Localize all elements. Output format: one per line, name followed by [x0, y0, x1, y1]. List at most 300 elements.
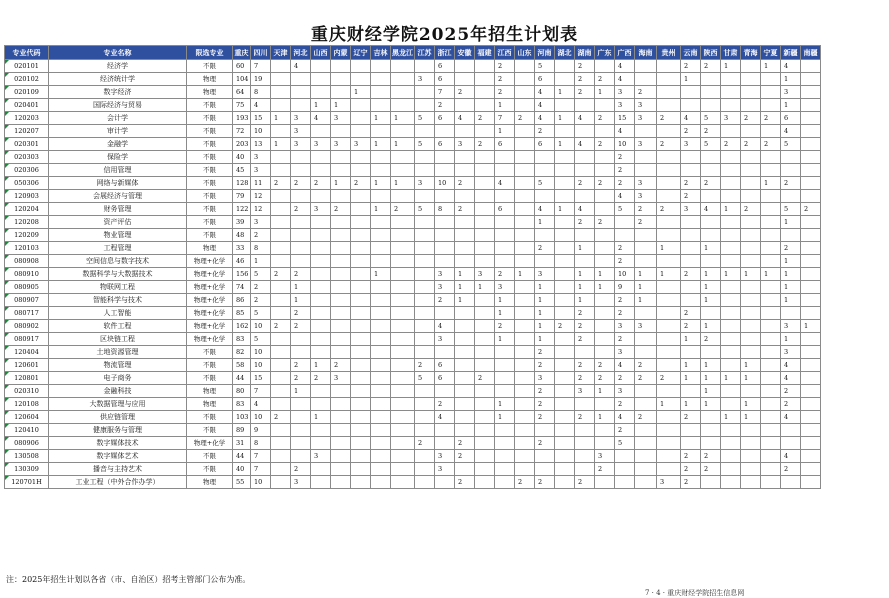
quota-cell: [331, 346, 351, 359]
quota-cell: [761, 86, 781, 99]
quota-cell: 3: [455, 138, 475, 151]
quota-cell: [415, 164, 435, 177]
quota-cell: 3: [331, 138, 351, 151]
quota-cell: [291, 229, 311, 242]
quota-cell: [515, 359, 535, 372]
quota-cell: 86: [233, 294, 251, 307]
quota-cell: 3: [291, 125, 311, 138]
major-name-cell: 人工智能: [49, 307, 187, 320]
quota-cell: [761, 476, 781, 489]
quota-cell: 6: [495, 203, 515, 216]
quota-cell: [701, 151, 721, 164]
quota-cell: [515, 437, 535, 450]
quota-cell: [415, 411, 435, 424]
quota-cell: [435, 242, 455, 255]
quota-cell: [455, 229, 475, 242]
quota-cell: [475, 437, 495, 450]
major-name-cell: 大数据管理与应用: [49, 398, 187, 411]
quota-cell: [595, 346, 615, 359]
quota-cell: [455, 385, 475, 398]
quota-cell: [595, 125, 615, 138]
quota-cell: 1: [781, 268, 801, 281]
quota-cell: [657, 255, 681, 268]
quota-cell: [801, 216, 821, 229]
major-code-cell: 050306: [5, 177, 49, 190]
quota-cell: 2: [435, 99, 455, 112]
quota-cell: 2: [535, 125, 555, 138]
subject-requirement-cell: 不限: [187, 216, 233, 229]
quota-cell: [271, 281, 291, 294]
quota-cell: 2: [475, 372, 495, 385]
major-code-cell: 020102: [5, 73, 49, 86]
quota-cell: [435, 164, 455, 177]
quota-cell: 1: [495, 125, 515, 138]
quota-cell: [371, 411, 391, 424]
quota-cell: [741, 346, 761, 359]
quota-cell: [515, 177, 535, 190]
quota-cell: 1: [595, 86, 615, 99]
quota-cell: 2: [271, 177, 291, 190]
quota-cell: [595, 60, 615, 73]
quota-cell: 2: [595, 463, 615, 476]
quota-cell: [595, 424, 615, 437]
quota-cell: [721, 424, 741, 437]
major-name-cell: 信用管理: [49, 164, 187, 177]
table-row: [5, 320, 821, 333]
quota-cell: [331, 86, 351, 99]
quota-cell: [415, 463, 435, 476]
quota-cell: 2: [291, 463, 311, 476]
quota-cell: [781, 151, 801, 164]
quota-cell: [371, 125, 391, 138]
quota-cell: 46: [233, 255, 251, 268]
quota-cell: 6: [435, 359, 455, 372]
quota-cell: [515, 463, 535, 476]
quota-cell: 80: [233, 385, 251, 398]
quota-cell: [331, 385, 351, 398]
major-name-cell: 软件工程: [49, 320, 187, 333]
subject-requirement-cell: 物理: [187, 73, 233, 86]
quota-cell: 10: [251, 346, 271, 359]
column-header: 河北: [291, 46, 311, 60]
quota-cell: [495, 190, 515, 203]
quota-cell: [475, 346, 495, 359]
quota-cell: [455, 424, 475, 437]
quota-cell: 1: [391, 112, 415, 125]
subject-requirement-cell: 不限: [187, 203, 233, 216]
quota-cell: [311, 294, 331, 307]
quota-cell: [681, 86, 701, 99]
quota-cell: 2: [657, 203, 681, 216]
quota-cell: 5: [535, 177, 555, 190]
quota-cell: [515, 242, 535, 255]
quota-cell: [657, 125, 681, 138]
column-header: 山东: [515, 46, 535, 60]
quota-cell: 1: [291, 294, 311, 307]
column-header: 福建: [475, 46, 495, 60]
quota-cell: [311, 125, 331, 138]
quota-cell: 1: [761, 268, 781, 281]
quota-cell: [391, 320, 415, 333]
quota-cell: 55: [233, 476, 251, 489]
quota-cell: [391, 398, 415, 411]
quota-cell: [515, 125, 535, 138]
table-row: [5, 437, 821, 450]
quota-cell: 2: [615, 398, 635, 411]
quota-cell: [701, 190, 721, 203]
quota-cell: [271, 86, 291, 99]
quota-cell: [311, 229, 331, 242]
quota-cell: [741, 437, 761, 450]
quota-cell: 1: [721, 268, 741, 281]
quota-cell: [475, 476, 495, 489]
quota-cell: [435, 229, 455, 242]
quota-cell: [435, 385, 455, 398]
quota-cell: [635, 242, 657, 255]
major-code-cell: 120801: [5, 372, 49, 385]
quota-cell: 4: [701, 203, 721, 216]
quota-cell: [635, 437, 657, 450]
quota-cell: 2: [535, 398, 555, 411]
quota-cell: 5: [251, 307, 271, 320]
quota-cell: [391, 255, 415, 268]
column-header: 甘肃: [721, 46, 741, 60]
quota-cell: 4: [615, 60, 635, 73]
major-code-cell: 130508: [5, 450, 49, 463]
quota-cell: 5: [615, 437, 635, 450]
major-code-cell: 120108: [5, 398, 49, 411]
quota-cell: [635, 398, 657, 411]
quota-cell: 1: [455, 268, 475, 281]
quota-cell: [681, 242, 701, 255]
quota-cell: [595, 307, 615, 320]
quota-cell: [435, 307, 455, 320]
quota-cell: [271, 424, 291, 437]
quota-cell: [371, 281, 391, 294]
quota-cell: [415, 398, 435, 411]
quota-cell: [555, 333, 575, 346]
quota-cell: [371, 86, 391, 99]
quota-cell: 1: [535, 333, 555, 346]
quota-cell: [311, 242, 331, 255]
quota-cell: [371, 372, 391, 385]
quota-cell: [555, 450, 575, 463]
quota-cell: [721, 99, 741, 112]
quota-cell: [391, 450, 415, 463]
table-row: [5, 385, 821, 398]
quota-cell: [741, 190, 761, 203]
column-header: 南疆: [801, 46, 821, 60]
quota-cell: [331, 320, 351, 333]
quota-cell: [435, 255, 455, 268]
quota-cell: [701, 307, 721, 320]
quota-cell: [761, 333, 781, 346]
quota-cell: [721, 463, 741, 476]
quota-cell: [371, 216, 391, 229]
quota-cell: 1: [555, 203, 575, 216]
quota-cell: [435, 424, 455, 437]
quota-cell: [635, 424, 657, 437]
quota-cell: 39: [233, 216, 251, 229]
quota-cell: 40: [233, 463, 251, 476]
quota-cell: [455, 190, 475, 203]
quota-cell: [781, 229, 801, 242]
quota-cell: [455, 372, 475, 385]
quota-cell: [801, 190, 821, 203]
quota-cell: [351, 73, 371, 86]
quota-cell: 1: [701, 294, 721, 307]
quota-cell: 1: [271, 112, 291, 125]
major-code-cell: 020306: [5, 164, 49, 177]
quota-cell: [371, 333, 391, 346]
column-header: 山西: [311, 46, 331, 60]
quota-cell: 2: [615, 424, 635, 437]
quota-cell: 104: [233, 73, 251, 86]
quota-cell: [331, 216, 351, 229]
quota-cell: [657, 385, 681, 398]
quota-cell: [741, 476, 761, 489]
quota-cell: [515, 307, 535, 320]
quota-cell: [575, 151, 595, 164]
quota-cell: [351, 281, 371, 294]
quota-cell: 1: [721, 203, 741, 216]
column-header: 陕西: [701, 46, 721, 60]
quota-cell: [555, 229, 575, 242]
quota-cell: [635, 450, 657, 463]
quota-cell: [515, 424, 535, 437]
quota-cell: 3: [595, 450, 615, 463]
quota-cell: [741, 86, 761, 99]
quota-cell: [657, 177, 681, 190]
quota-cell: [761, 372, 781, 385]
quota-cell: 64: [233, 86, 251, 99]
quota-cell: 2: [615, 255, 635, 268]
quota-cell: [331, 411, 351, 424]
quota-cell: [391, 307, 415, 320]
quota-cell: [271, 164, 291, 177]
quota-cell: [351, 463, 371, 476]
quota-cell: 2: [681, 268, 701, 281]
quota-cell: 2: [741, 203, 761, 216]
quota-cell: [495, 476, 515, 489]
quota-cell: 5: [701, 112, 721, 125]
quota-cell: 2: [555, 320, 575, 333]
table-row: [5, 190, 821, 203]
quota-cell: [635, 60, 657, 73]
quota-cell: [331, 398, 351, 411]
subject-requirement-cell: 不限: [187, 190, 233, 203]
quota-cell: [801, 333, 821, 346]
quota-cell: 3: [635, 99, 657, 112]
quota-cell: [657, 73, 681, 86]
quota-cell: [331, 268, 351, 281]
quota-cell: 3: [495, 281, 515, 294]
quota-cell: 1: [721, 372, 741, 385]
quota-cell: [741, 424, 761, 437]
subject-requirement-cell: 不限: [187, 450, 233, 463]
quota-cell: [761, 73, 781, 86]
quota-cell: 1: [455, 294, 475, 307]
quota-cell: 3: [291, 476, 311, 489]
quota-cell: [761, 242, 781, 255]
quota-cell: 4: [615, 411, 635, 424]
quota-cell: 2: [251, 229, 271, 242]
quota-cell: 2: [291, 372, 311, 385]
quota-cell: [681, 164, 701, 177]
quota-cell: 2: [657, 112, 681, 125]
table-row: [5, 372, 821, 385]
quota-cell: 3: [311, 203, 331, 216]
quota-cell: [371, 359, 391, 372]
quota-cell: [801, 411, 821, 424]
quota-cell: 4: [781, 450, 801, 463]
quota-cell: [657, 320, 681, 333]
quota-cell: [701, 346, 721, 359]
quota-cell: [721, 333, 741, 346]
quota-cell: 4: [291, 60, 311, 73]
quota-cell: [555, 281, 575, 294]
quota-cell: [291, 424, 311, 437]
quota-cell: 4: [781, 125, 801, 138]
quota-cell: 3: [251, 151, 271, 164]
quota-cell: [495, 359, 515, 372]
quota-cell: [311, 86, 331, 99]
table-row: [5, 216, 821, 229]
quota-cell: 1: [371, 138, 391, 151]
table-row: [5, 151, 821, 164]
subject-requirement-cell: 不限: [187, 359, 233, 372]
quota-cell: 4: [251, 99, 271, 112]
subject-requirement-cell: 物理: [187, 398, 233, 411]
quota-cell: [455, 73, 475, 86]
quota-cell: [801, 164, 821, 177]
quota-cell: 2: [535, 359, 555, 372]
quota-cell: [701, 99, 721, 112]
subject-requirement-cell: 不限: [187, 164, 233, 177]
quota-cell: [351, 242, 371, 255]
quota-cell: 1: [575, 242, 595, 255]
quota-cell: [271, 151, 291, 164]
quota-cell: [721, 242, 741, 255]
quota-cell: [595, 229, 615, 242]
quota-cell: 3: [435, 281, 455, 294]
quota-cell: 1: [351, 86, 371, 99]
quota-cell: 3: [781, 320, 801, 333]
quota-cell: [371, 463, 391, 476]
quota-cell: 2: [681, 476, 701, 489]
quota-cell: 2: [657, 372, 681, 385]
quota-cell: [475, 164, 495, 177]
table-row: [5, 112, 821, 125]
quota-cell: 2: [801, 203, 821, 216]
quota-cell: [595, 437, 615, 450]
quota-cell: [801, 398, 821, 411]
quota-cell: [271, 73, 291, 86]
quota-cell: 5: [781, 203, 801, 216]
quota-cell: [455, 359, 475, 372]
quota-cell: 44: [233, 372, 251, 385]
quota-cell: [761, 307, 781, 320]
quota-cell: 45: [233, 164, 251, 177]
quota-cell: [635, 385, 657, 398]
quota-cell: 2: [391, 203, 415, 216]
major-name-cell: 工程管理: [49, 242, 187, 255]
quota-cell: 3: [657, 476, 681, 489]
quota-cell: 3: [781, 86, 801, 99]
quota-cell: 2: [681, 307, 701, 320]
quota-cell: [455, 255, 475, 268]
quota-cell: 1: [535, 294, 555, 307]
column-header: 辽宁: [351, 46, 371, 60]
quota-cell: [515, 216, 535, 229]
quota-cell: 2: [455, 203, 475, 216]
major-name-cell: 金融科技: [49, 385, 187, 398]
quota-cell: [515, 281, 535, 294]
quota-cell: 1: [681, 73, 701, 86]
quota-cell: [271, 333, 291, 346]
major-code-cell: 120209: [5, 229, 49, 242]
quota-cell: [371, 229, 391, 242]
quota-cell: [801, 86, 821, 99]
quota-cell: [415, 294, 435, 307]
quota-cell: [555, 476, 575, 489]
quota-cell: [391, 268, 415, 281]
quota-cell: [351, 99, 371, 112]
quota-cell: 1: [781, 216, 801, 229]
quota-cell: [475, 177, 495, 190]
quota-cell: 4: [615, 125, 635, 138]
quota-cell: [635, 307, 657, 320]
quota-cell: [435, 437, 455, 450]
quota-cell: [475, 255, 495, 268]
quota-cell: [535, 151, 555, 164]
quota-cell: [495, 255, 515, 268]
quota-cell: [801, 242, 821, 255]
quota-cell: [271, 60, 291, 73]
quota-cell: 2: [515, 476, 535, 489]
quota-cell: 1: [701, 268, 721, 281]
quota-cell: [555, 216, 575, 229]
quota-cell: 2: [781, 242, 801, 255]
quota-cell: [455, 216, 475, 229]
quota-cell: 2: [575, 359, 595, 372]
quota-cell: [475, 424, 495, 437]
quota-cell: [555, 411, 575, 424]
quota-cell: 2: [475, 112, 495, 125]
quota-cell: [595, 151, 615, 164]
quota-cell: [391, 216, 415, 229]
quota-cell: [761, 294, 781, 307]
quota-cell: [801, 138, 821, 151]
quota-cell: [351, 203, 371, 216]
quota-cell: [635, 151, 657, 164]
quota-cell: [575, 424, 595, 437]
major-code-cell: 020109: [5, 86, 49, 99]
quota-cell: [801, 125, 821, 138]
quota-cell: 1: [535, 281, 555, 294]
quota-cell: [721, 177, 741, 190]
quota-cell: [331, 229, 351, 242]
quota-cell: 156: [233, 268, 251, 281]
quota-cell: 2: [615, 151, 635, 164]
quota-cell: [391, 73, 415, 86]
quota-cell: [415, 99, 435, 112]
quota-cell: 4: [575, 138, 595, 151]
quota-cell: [391, 437, 415, 450]
quota-cell: [635, 476, 657, 489]
major-code-cell: 120208: [5, 216, 49, 229]
quota-cell: [415, 151, 435, 164]
